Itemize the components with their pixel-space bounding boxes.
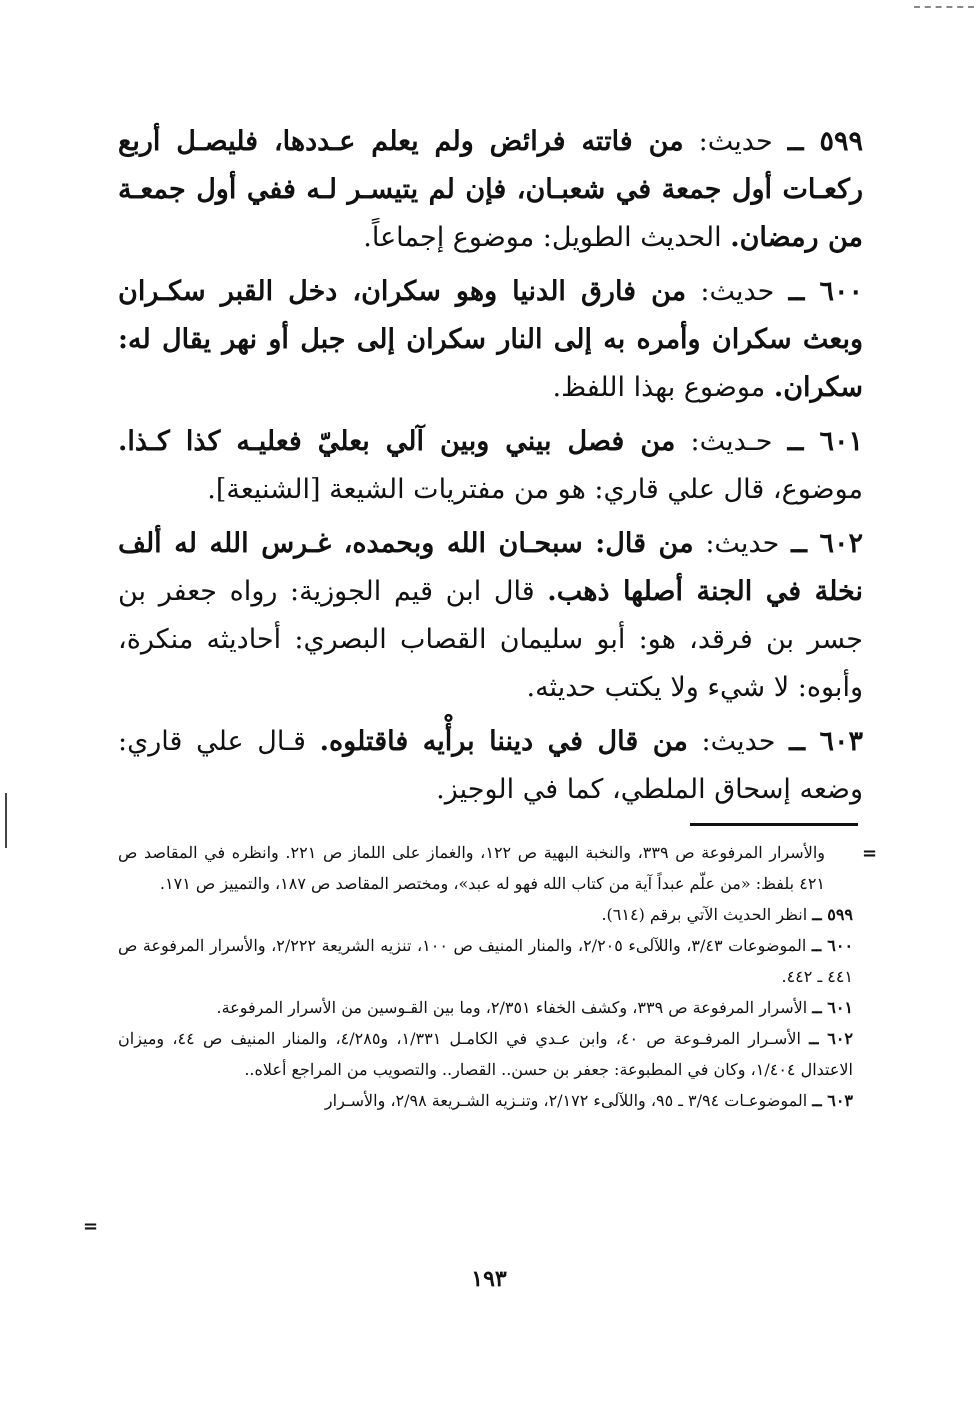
hadith-entry xyxy=(118,118,863,262)
entry-number: ٦٠٠ ــ xyxy=(788,276,863,307)
footnote-text: الموضوعـات ٣/٩٤ ـ ٩٥، واللآلىء ٢/١٧٢، وتنـزيه الشـريعة ٢/٩٨، والأسـرار xyxy=(324,1091,808,1110)
main-text xyxy=(118,118,863,820)
hadith-text: من فارق الدنيا وهو سكران، دخل القبر سكـران وبعث سكران وأمره به إلى النار سكران إلى جبل أو نهر يقال له: سكران. xyxy=(118,276,863,403)
hadith-text: من قال: سبحـان الله وبحمده، غـرس الله له ألف نخلة في الجنة أصلها ذهب. xyxy=(118,528,863,607)
footnote-number: ٦٠٢ ــ xyxy=(809,1029,854,1048)
entry-label: حديث: xyxy=(698,126,773,157)
entry-label: حديث: xyxy=(701,726,776,757)
entry-number: ٦٠٣ ــ xyxy=(789,726,863,757)
footnote xyxy=(118,899,853,930)
entry-number: ٥٩٩ ــ xyxy=(787,126,863,157)
hadith-ruling: موضوع، قال علي قاري: هو من مفتريات الشيعة [الشنيعة]. xyxy=(207,474,863,505)
footnote xyxy=(118,1023,853,1085)
continues-mark: = xyxy=(83,1216,99,1237)
hadith-ruling: الحديث الطويل: موضوع إجماعاً. xyxy=(363,222,722,253)
entry-number: ٦٠١ ــ xyxy=(787,426,863,457)
hadith-text: من فاتته فرائض ولم يعلم عـددها، فليصـل أربع ركعـات أول جمعة في شعبـان، فإن لم يتيسـر لـه ففي أول جمعـة من رمضان. xyxy=(118,126,863,253)
footnote-text: انظر الحديث الآتي برقم (٦١٤). xyxy=(601,905,808,924)
footnote-number: ٦٠١ ــ xyxy=(812,998,853,1017)
entry-label: حديث: xyxy=(700,276,775,307)
footnote-number: ٦٠٠ ــ xyxy=(811,936,854,955)
footnote-number: ٦٠٣ ــ xyxy=(812,1091,853,1110)
entry-label: حـديث: xyxy=(690,426,773,457)
margin-bar xyxy=(5,793,7,848)
entry-label: حديث: xyxy=(705,528,780,559)
hadith-entry xyxy=(118,520,863,712)
footnote-continuation: والأسرار المرفوعة ص ٣٣٩، والنخبة البهية ص ١٢٢، والغماز على اللماز ص ٢٢١. وانظره في المقاصد ص ٤٢١ بلفظ: «من علّم عبداً آية من كتاب الله فهو له عبد»، ومختصر المقاصد ص ١٨٧، والتمييز ص ١٧١. xyxy=(118,843,826,893)
hadith-ruling: قـال علي قاري: وضعه إسحاق الملطي، كما في الوجيز. xyxy=(118,726,863,805)
corner-crop-marks xyxy=(914,6,974,8)
hadith-ruling: قال ابن قيم الجوزية: رواه جعفر بن جسر بن فرقد، هو: أبو سليمان القصاب البصري: أحاديثه منكرة، وأبوه: لا شيء ولا يكتب حديثه. xyxy=(118,576,863,703)
footnote-text: الأسرار المرفوعة ص ٣٣٩، وكشف الخفاء ٢/٣٥١، وما بين القـوسين من الأسرار المرفوعة. xyxy=(216,998,808,1017)
footnote xyxy=(118,1085,853,1116)
footnote-separator xyxy=(690,823,858,826)
hadith-entry xyxy=(118,718,863,814)
footnote xyxy=(118,992,853,1023)
hadith-text: من فصل بيني وبين آلي بعليّ فعليـه كذا كـذا. xyxy=(118,426,676,457)
page-number: ١٩٣ xyxy=(471,1266,507,1292)
footnotes xyxy=(118,837,853,1116)
entry-number: ٦٠٢ ــ xyxy=(791,528,863,559)
footnote-text: الأسـرار المرفـوعة ص ٤٠، وابن عـدي في الكامـل ١/٣٣١، و٤/٢٨٥، والمنار المنيف ص ٤٤، وميزان الاعتدال ١/٤٠٤، وكان في المطبوعة: جعفر بن حسن.. القصار.. والتصويب من المراجع أعلاه.. xyxy=(118,1029,853,1079)
hadith-text: من قال في ديننا برأْيه فاقتلوه. xyxy=(319,726,688,757)
hadith-entry xyxy=(118,418,863,514)
footnote xyxy=(118,930,853,992)
hadith-entry xyxy=(118,268,863,412)
continued-mark: = xyxy=(862,843,878,864)
footnote-number: ٥٩٩ ــ xyxy=(812,905,853,924)
footnote-text: الموضوعات ٣/٤٣، واللآلىء ٢/٢٠٥، والمنار المنيف ص ١٠٠، تنزيه الشريعة ٢/٢٢٢، والأسرار المرفوعة ص ٤٤١ ـ ٤٤٢. xyxy=(118,936,853,986)
hadith-ruling: موضوع بهذا اللفظ. xyxy=(552,372,766,403)
